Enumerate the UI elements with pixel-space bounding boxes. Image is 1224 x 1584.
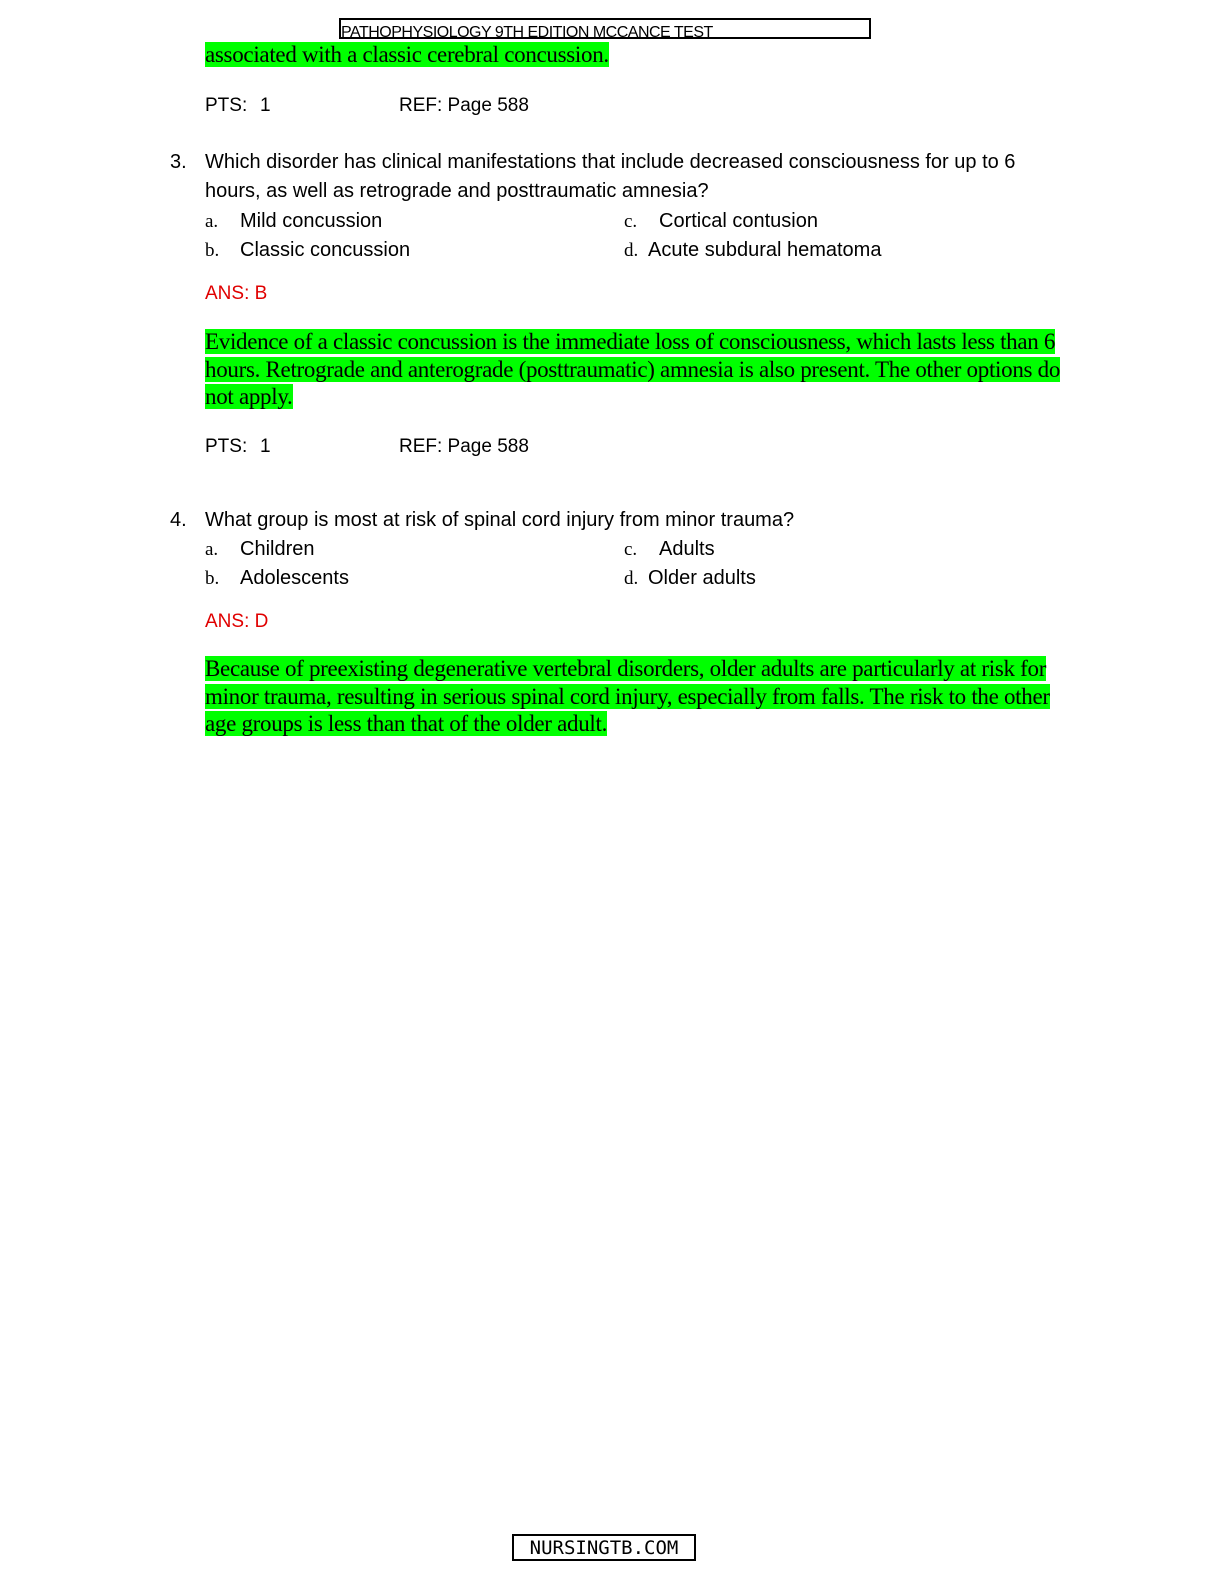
question-text: What group is most at risk of spinal cord injury from minor trauma?	[205, 509, 795, 531]
option-text: Older adults	[648, 567, 756, 589]
question-4	[170, 506, 1050, 535]
question-number: 3.	[170, 151, 187, 173]
option-letter: d.	[624, 568, 639, 589]
ref-label: REF: Page 588	[399, 436, 529, 457]
option-letter: d.	[624, 240, 639, 261]
option-text: Adolescents	[240, 567, 349, 589]
question-number: 4.	[170, 509, 187, 531]
option-letter: b.	[205, 568, 220, 589]
rationale-q4	[205, 655, 1065, 738]
option-letter: a.	[205, 211, 219, 232]
rationale-text: Because of preexisting degenerative vertebral disorders, older adults are particularly at risk for minor trauma, resulting in serious spinal cord injury, especially from falls. The risk to the other age groups is less than that of the older adult.	[205, 656, 1050, 736]
option-b	[205, 565, 349, 592]
option-letter: a.	[205, 539, 219, 560]
pts-value: 1	[260, 95, 271, 116]
document-header: PATHOPHYSIOLOGY 9TH EDITION MCCANCE TEST	[339, 18, 871, 39]
option-d	[624, 565, 756, 592]
rationale-text: associated with a classic cerebral concussion.	[205, 42, 609, 67]
option-a	[205, 208, 382, 235]
option-text: Cortical contusion	[659, 210, 818, 232]
answer-key: ANS: B	[205, 283, 268, 304]
rationale-continuation	[205, 41, 1065, 69]
option-letter: b.	[205, 240, 220, 261]
question-text: Which disorder has clinical manifestations that include decreased consciousness for up to 6 hours, as well as retrograde and posttraumatic amnesia?	[205, 151, 1016, 202]
meta-row-prev	[205, 94, 705, 118]
footer-watermark: NURSINGTB.COM	[512, 1534, 696, 1561]
option-c	[624, 208, 818, 235]
option-b	[205, 237, 410, 264]
option-text: Classic concussion	[240, 239, 411, 261]
option-text: Acute subdural hematoma	[648, 239, 882, 261]
option-a	[205, 536, 314, 563]
option-text: Adults	[659, 538, 715, 560]
rationale-text: Evidence of a classic concussion is the immediate loss of consciousness, which lasts less than 6 hours. Retrograde and anterograde (posttraumatic) amnesia is also present. The other options do not apply.	[205, 329, 1061, 409]
option-letter: c.	[624, 539, 638, 560]
meta-row-q3	[205, 435, 705, 459]
pts-label: PTS:	[205, 95, 248, 116]
pts-label: PTS:	[205, 436, 248, 457]
pts-value: 1	[260, 436, 271, 457]
option-letter: c.	[624, 211, 638, 232]
option-text: Children	[240, 538, 315, 560]
rationale-q3	[205, 328, 1065, 411]
question-3	[170, 148, 1050, 206]
option-text: Mild concussion	[240, 210, 383, 232]
ref-label: REF: Page 588	[399, 95, 529, 116]
option-d	[624, 237, 881, 264]
answer-key: ANS: D	[205, 611, 269, 632]
option-c	[624, 536, 715, 563]
